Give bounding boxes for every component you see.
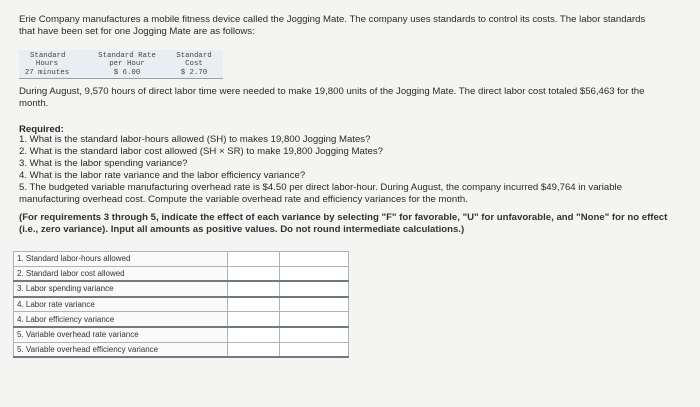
amount-input-cell[interactable] bbox=[228, 312, 280, 327]
answer-row-label: 5. Variable overhead efficiency variance bbox=[14, 342, 228, 357]
requirement-item: 2. What is the standard labor cost allowed (SH × SR) to make 19,800 Jogging Mates? bbox=[19, 146, 383, 157]
std-cost-col bbox=[169, 52, 219, 77]
effect-input-cell[interactable] bbox=[280, 312, 349, 327]
answer-row-label: 2. Standard labor cost allowed bbox=[14, 266, 228, 281]
amount-input-cell[interactable] bbox=[228, 342, 280, 357]
std-hours-value: 27 minutes bbox=[24, 69, 70, 77]
requirements-list bbox=[19, 134, 669, 206]
std-cost-header: Standard Cost bbox=[176, 52, 212, 68]
effect-input-cell[interactable] bbox=[280, 252, 349, 267]
answer-row bbox=[14, 281, 349, 297]
labor-standards-table bbox=[19, 50, 223, 79]
answer-row bbox=[14, 252, 349, 267]
intro-paragraph: Erie Company manufactures a mobile fitness device called the Jogging Mate. The company uses standards to control its costs. The labor standards that have been set for one Jogging Mate are as follows: bbox=[19, 14, 646, 37]
answer-row bbox=[14, 312, 349, 327]
effect-input-cell[interactable] bbox=[280, 327, 349, 342]
answer-row bbox=[14, 297, 349, 312]
std-hours-col bbox=[23, 52, 71, 77]
answer-row-label: 4. Labor efficiency variance bbox=[14, 312, 228, 327]
requirement-item: 5. The budgeted variable manufacturing overhead rate is $4.50 per direct labor-hour. During August, the company incurred $49,764 in variable manufacturing overhead cost. Compute the variable overhead rate and efficiency variances for the month. bbox=[19, 182, 623, 205]
answer-row-label: 4. Labor rate variance bbox=[14, 297, 228, 312]
answer-row bbox=[14, 266, 349, 281]
amount-input-cell[interactable] bbox=[228, 297, 280, 312]
answer-table bbox=[13, 251, 349, 358]
std-cost-value: $ 2.70 bbox=[180, 69, 208, 77]
std-rate-value: $ 6.00 bbox=[113, 69, 141, 77]
amount-input-cell[interactable] bbox=[228, 252, 280, 267]
answer-row bbox=[14, 342, 349, 357]
instruction-text: (For requirements 3 through 5, indicate the effect of each variance by selecting "F" for favorable, "U" for unfavorable, and "None" for no effect (i.e., zero variance). Input all amounts as positive values. Do not round intermediate calculations.) bbox=[19, 212, 668, 235]
effect-input-cell[interactable] bbox=[280, 297, 349, 312]
requirement-item: 3. What is the labor spending variance? bbox=[19, 158, 188, 169]
answer-row-label: 5. Variable overhead rate variance bbox=[14, 327, 228, 342]
amount-input-cell[interactable] bbox=[228, 266, 280, 281]
august-data-paragraph: During August, 9,570 hours of direct labor time were needed to make 19,800 units of the Jogging Mate. The direct labor cost totaled $56,463 for the month. bbox=[19, 86, 645, 109]
amount-input-cell[interactable] bbox=[228, 281, 280, 297]
requirement-item: 4. What is the labor rate variance and the labor efficiency variance? bbox=[19, 170, 306, 181]
requirement-item: 1. What is the standard labor-hours allowed (SH) to makes 19,800 Jogging Mates? bbox=[19, 134, 371, 145]
std-rate-header: Standard Rate per Hour bbox=[98, 52, 156, 68]
required-heading: Required: bbox=[19, 124, 64, 135]
std-hours-header: Standard Hours bbox=[30, 52, 66, 68]
answer-row bbox=[14, 327, 349, 342]
answer-row-label: 3. Labor spending variance bbox=[14, 281, 228, 297]
effect-input-cell[interactable] bbox=[280, 266, 349, 281]
std-rate-col bbox=[89, 52, 165, 77]
amount-input-cell[interactable] bbox=[228, 327, 280, 342]
answer-row-label: 1. Standard labor-hours allowed bbox=[14, 252, 228, 267]
effect-input-cell[interactable] bbox=[280, 342, 349, 357]
effect-input-cell[interactable] bbox=[280, 281, 349, 297]
